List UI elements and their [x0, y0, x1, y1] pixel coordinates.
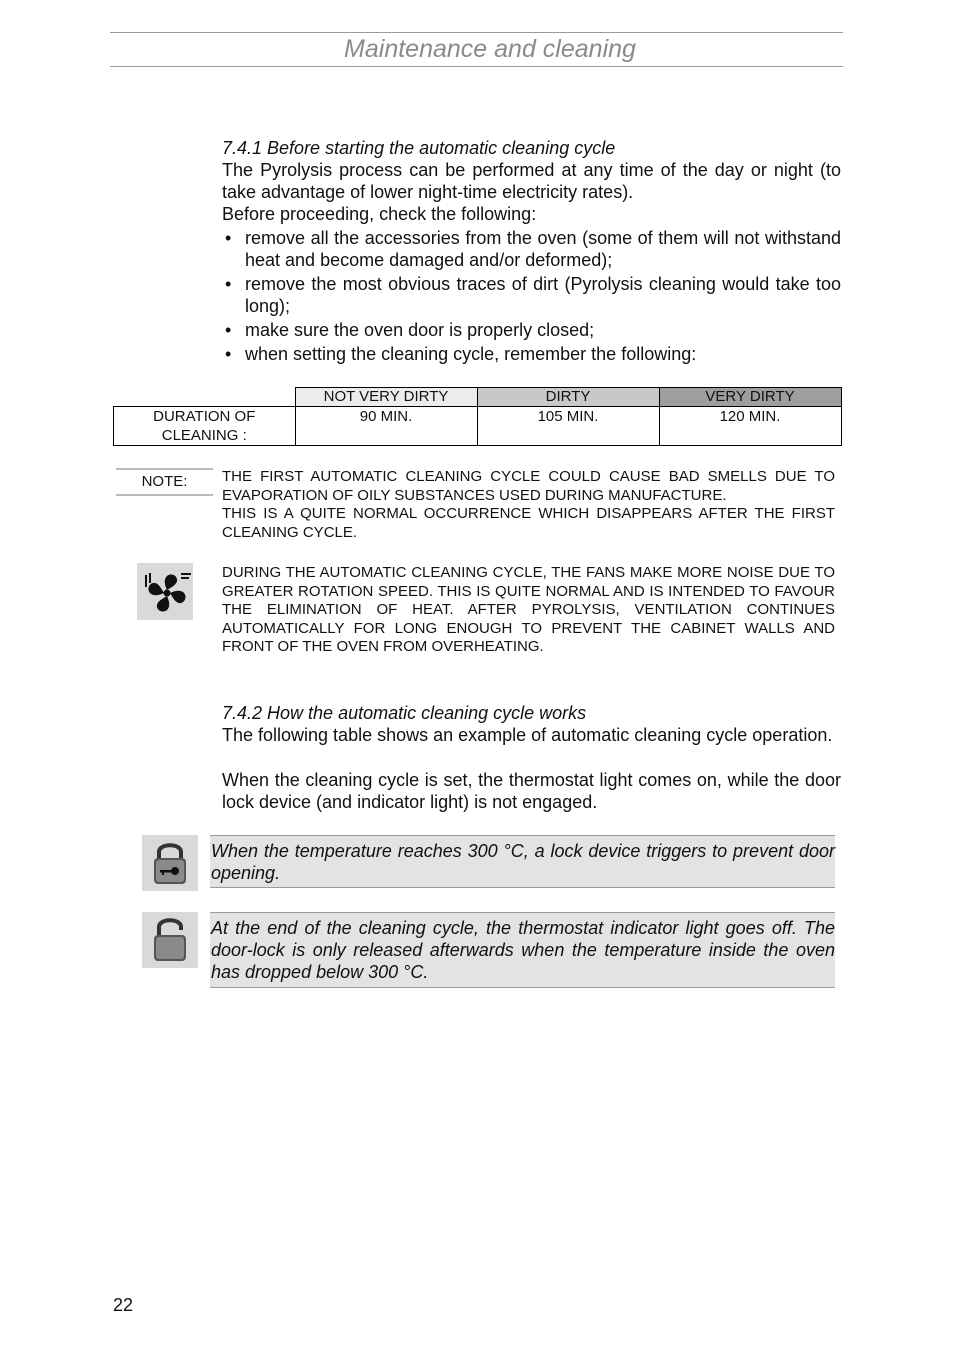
bullet-icon: •	[225, 320, 232, 340]
section-title-7-4-2: 7.4.2 How the automatic cleaning cycle works	[222, 703, 587, 723]
page-number: 22	[113, 1295, 134, 1315]
note-text-2: THIS IS A QUITE NORMAL OCCURRENCE WHICH DISAPPEARS AFTER THE FIRST CLEANING CYCLE.	[222, 505, 835, 541]
header-rule-bottom	[110, 66, 843, 67]
duration-dirty: 105 MIN.	[477, 407, 659, 446]
header-not-very-dirty: NOT VERY DIRTY	[295, 388, 477, 407]
checklist-item: • when setting the cleaning cycle, remember the following:	[225, 344, 697, 364]
header-very-dirty: VERY DIRTY	[659, 388, 841, 407]
header-dirty: DIRTY	[477, 388, 659, 407]
page-header-title: Maintenance and cleaning	[344, 35, 636, 63]
unlock-info-box	[210, 912, 835, 988]
table-header-row	[114, 388, 842, 407]
table-row	[114, 407, 842, 446]
fan-icon	[137, 563, 193, 620]
note-text-1: THE FIRST AUTOMATIC CLEANING CYCLE COULD CAUSE BAD SMELLS DUE TO EVAPORATION OF OILY SUBSTANCES USED DURING MANUFACTURE.	[222, 468, 835, 504]
bullet-icon: •	[225, 228, 232, 248]
section2-paragraph-1: The following table shows an example of automatic cleaning cycle operation.	[222, 725, 833, 745]
section2-paragraph-2: When the cleaning cycle is set, the thermostat light comes on, while the door lock device (and indicator light) is not engaged.	[222, 770, 841, 812]
table-corner-cell	[114, 388, 296, 407]
duration-very-dirty: 120 MIN.	[659, 407, 841, 446]
checklist-item: • make sure the oven door is properly closed;	[225, 320, 595, 340]
cleaning-duration-table	[113, 387, 842, 446]
duration-not-very-dirty: 90 MIN.	[295, 407, 477, 446]
checklist-item: • remove the most obvious traces of dirt (Pyrolysis cleaning would take too long);	[225, 274, 841, 316]
bullet-icon: •	[225, 344, 232, 364]
section1-paragraph-2: Before proceeding, check the following:	[222, 204, 537, 224]
fan-noise-note: DURING THE AUTOMATIC CLEANING CYCLE, THE FANS MAKE MORE NOISE DUE TO GREATER ROTATION SPEED. THIS IS QUITE NORMAL AND IS INTENDED TO FAVOUR THE ELIMINATION OF HEAT. AFTER PYROLYSIS, VENTILATION CONTINUES AUTOMATICALLY FOR LONG ENOUGH TO PREVENT THE CABINET WALLS AND FRONT OF THE OVEN FROM OVERHEATING.	[222, 564, 835, 655]
note-label: NOTE:	[116, 468, 213, 496]
checklist	[222, 227, 841, 367]
lock-info-box	[210, 835, 835, 888]
section1-paragraph-1: The Pyrolysis process can be performed at any time of the day or night (to take advantage of lower night-time electricity rates).	[222, 160, 841, 202]
checklist-item: • remove all the accessories from the oven (some of them will not withstand heat and become damaged and/or deformed);	[225, 228, 841, 270]
padlock-open-icon	[142, 912, 198, 968]
bullet-icon: •	[225, 274, 232, 294]
lock-info-text: When the temperature reaches 300 °C, a lock device triggers to prevent door opening.	[211, 841, 835, 883]
padlock-locked-icon	[142, 835, 198, 891]
section-title-7-4-1: 7.4.1 Before starting the automatic cleaning cycle	[222, 138, 616, 158]
row-label-duration: DURATION OF CLEANING :	[114, 407, 296, 446]
unlock-info-text: At the end of the cleaning cycle, the thermostat indicator light goes off. The door-lock is only released afterwards when the temperature inside the oven has dropped below 300 °C.	[211, 918, 835, 982]
